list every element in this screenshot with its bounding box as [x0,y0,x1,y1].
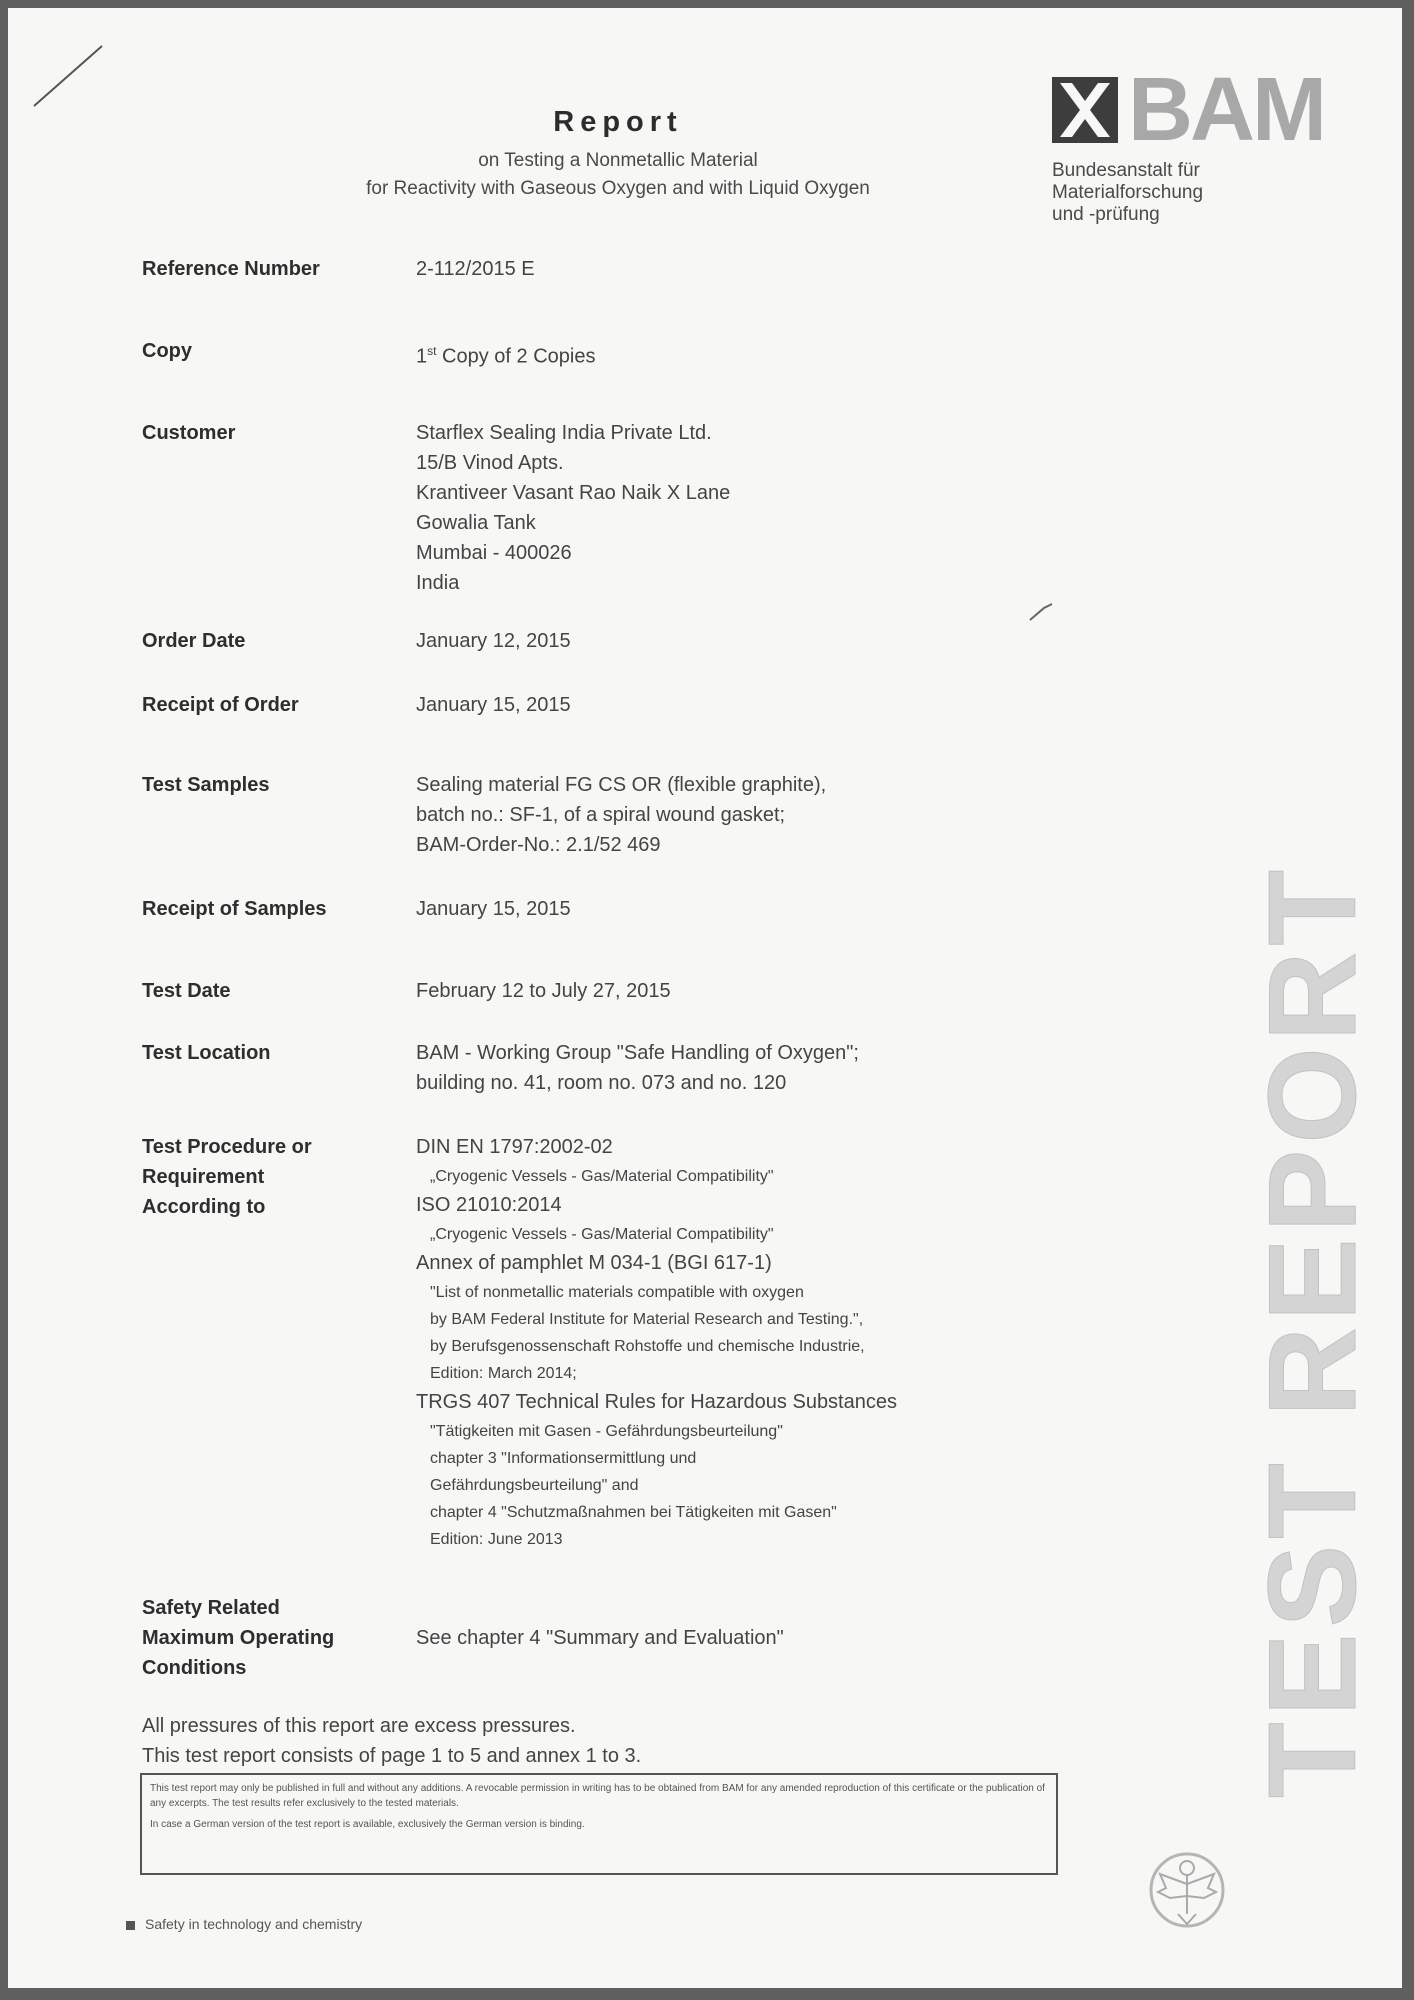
field-label: Copy [142,340,192,362]
address-line: Starflex Sealing India Private Ltd. [416,422,712,444]
standard-trgs-407: TRGS 407 Technical Rules for Hazardous Substances [416,1391,897,1413]
bullet-square-icon [126,1921,135,1930]
label-line: Requirement [142,1166,265,1188]
label-line: According to [142,1196,266,1218]
standard-note: by Berufsgenossenschaft Rohstoffe und chemische Industrie, [430,1338,865,1355]
field-value: January 15, 2015 [416,694,571,716]
standard-note: "Tätigkeiten mit Gasen - Gefährdungsbeurteilung" [430,1423,783,1440]
institute-name-line: Materialforschung [1052,182,1204,203]
field-label: Reference Number [142,258,320,280]
standard-note: by BAM Federal Institute for Material Research and Testing.", [430,1311,864,1328]
field-label: Receipt of Samples [142,898,327,920]
standard-note: Gefährdungsbeurteilung" and [430,1477,639,1494]
report-title: Report [553,106,683,138]
samples-line: batch no.: SF-1, of a spiral wound gasket; [416,804,786,826]
field-value: See chapter 4 "Summary and Evaluation" [416,1627,784,1649]
standard-note: "List of nonmetallic materials compatible with oxygen [430,1284,804,1301]
standards-list [416,1132,1136,1553]
field-label: Customer [142,422,236,444]
standard-note: Edition: March 2014; [430,1365,577,1382]
bam-wordmark: BAM [1128,60,1324,160]
field-value: 2-112/2015 E [416,258,535,280]
samples-line: Sealing material FG CS OR (flexible graphite), [416,774,827,796]
disclaimer-publication: This test report may only be published in full and without any additions. A revocable permission in writing has to be obtained from BAM for any amended reproduction of this certificate or the publication of any excerpts. The test results refer exclusively to the tested materials. [150,1783,1045,1809]
test-report-side-stamp: TEST REPORT [1244,863,1382,1798]
report-subtitle-line-1: on Testing a Nonmetallic Material [478,150,758,171]
copy-number: 1 [416,345,428,368]
field-value: February 12 to July 27, 2015 [416,980,671,1002]
location-line: BAM - Working Group "Safe Handling of Oxygen"; [416,1042,859,1064]
standard-note: Edition: June 2013 [430,1531,563,1548]
report-page [8,8,1402,1988]
field-label [142,1132,414,1222]
disclaimer-box [140,1773,1058,1875]
address-line: 15/B Vinod Apts. [416,452,564,474]
label-line: Maximum Operating [142,1627,335,1649]
address-line: Mumbai - 400026 [416,542,572,564]
standard-note: chapter 4 "Schutzmaßnahmen bei Tätigkeiten mit Gasen" [430,1504,837,1521]
slogan-text: Safety in technology and chemistry [145,1916,363,1932]
disclaimer-german-version: In case a German version of the test report is available, exclusively the German version is binding. [150,1819,585,1830]
field-label: Test Samples [142,774,270,796]
standard-note: chapter 3 "Informationsermittlung und [430,1450,697,1467]
standard-note: „Cryogenic Vessels - Gas/Material Compatibility" [430,1168,774,1185]
pressure-note: All pressures of this report are excess pressures. [142,1715,576,1737]
label-line: Test Procedure or [142,1136,312,1158]
report-notes [142,1711,902,1771]
customer-address [416,418,1136,598]
label-line: Safety Related [142,1597,280,1619]
field-label: Test Date [142,980,231,1002]
samples-description [416,770,1136,860]
label-line: Conditions [142,1657,247,1679]
address-line: India [416,572,460,594]
copy-ordinal: st [427,344,437,358]
copy-text: Copy of 2 Copies [436,345,596,368]
address-line: Krantiveer Vasant Rao Naik X Lane [416,482,731,504]
field-value: January 15, 2015 [416,898,571,920]
report-fields [8,8,1402,1728]
location-line: building no. 41, room no. 073 and no. 120 [416,1072,787,1094]
standard-iso-21010: ISO 21010:2014 [416,1194,562,1216]
federal-eagle-seal-icon [1146,1844,1228,1940]
footer-slogan [126,1916,362,1932]
standard-note: „Cryogenic Vessels - Gas/Material Compatibility" [430,1226,774,1243]
samples-line: BAM-Order-No.: 2.1/52 469 [416,834,661,856]
standard-din-en-1797: DIN EN 1797:2002-02 [416,1136,613,1158]
institute-name-line: Bundesanstalt für [1052,160,1200,181]
location-description [416,1038,1136,1098]
field-label: Order Date [142,630,246,652]
report-subtitle-line-2: for Reactivity with Gaseous Oxygen and with Liquid Oxygen [366,178,870,199]
institute-name-line: und -prüfung [1052,204,1160,225]
field-label: Receipt of Order [142,694,299,716]
field-label [142,1593,414,1683]
field-label: Test Location [142,1042,271,1064]
page-count-note: This test report consists of page 1 to 5 and annex 1 to 3. [142,1745,642,1767]
address-line: Gowalia Tank [416,512,536,534]
field-value [416,336,1136,372]
standard-m034-annex: Annex of pamphlet M 034-1 (BGI 617-1) [416,1252,772,1274]
field-value: January 12, 2015 [416,630,571,652]
